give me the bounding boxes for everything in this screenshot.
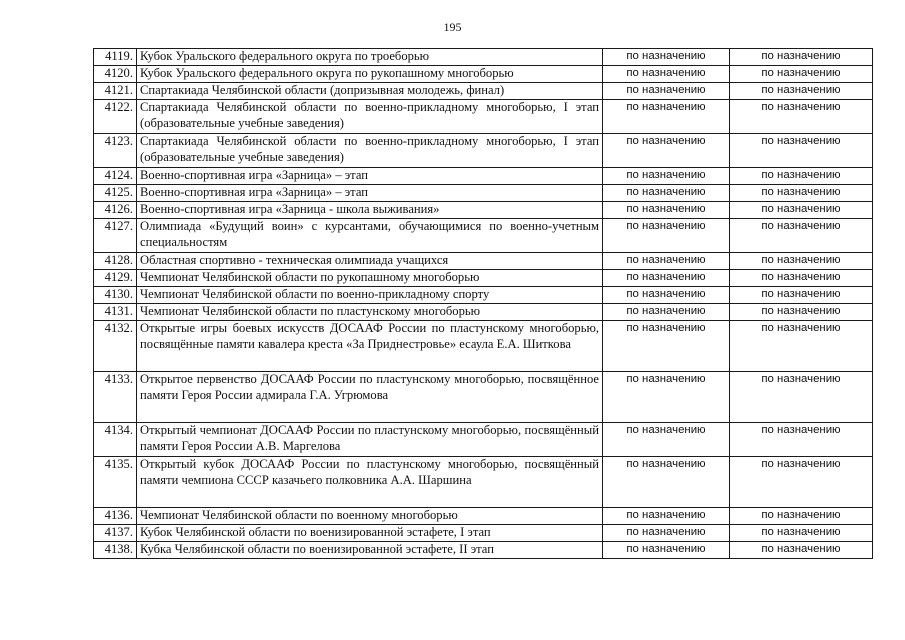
page-number: 195 (443, 20, 462, 34)
event-name-cell: Чемпионат Челябинской области по военному многоборью (137, 508, 603, 525)
assignment-cell: по назначению (730, 49, 873, 66)
table-row (94, 457, 873, 508)
row-number-cell: 4127. (94, 219, 137, 253)
event-name-cell: Военно-спортивная игра «Зарница» – этап (137, 168, 603, 185)
assignment-cell: по назначению (730, 83, 873, 100)
table-row (94, 525, 873, 542)
event-name-cell: Открытое первенство ДОСААФ России по пластунскому многоборью, посвящённое памяти Героя России адмирала Г.А. Угрюмова (137, 372, 603, 423)
assignment-cell: по назначению (730, 219, 873, 253)
assignment-cell: по назначению (603, 304, 730, 321)
assignment-cell: по назначению (603, 321, 730, 372)
event-name-cell: Военно-спортивная игра «Зарница - школа выживания» (137, 202, 603, 219)
row-number-cell: 4130. (94, 287, 137, 304)
assignment-cell: по назначению (730, 508, 873, 525)
table-row (94, 270, 873, 287)
assignment-cell: по назначению (603, 423, 730, 457)
event-name-cell: Военно-спортивная игра «Зарница» – этап (137, 185, 603, 202)
assignment-cell: по назначению (603, 372, 730, 423)
assignment-cell: по назначению (730, 168, 873, 185)
assignment-cell: по назначению (730, 202, 873, 219)
assignment-cell: по назначению (730, 100, 873, 134)
assignment-cell: по назначению (603, 185, 730, 202)
table-row (94, 372, 873, 423)
assignment-cell: по назначению (603, 253, 730, 270)
row-number-cell: 4119. (94, 49, 137, 66)
table-row (94, 508, 873, 525)
assignment-cell: по назначению (730, 253, 873, 270)
assignment-cell: по назначению (730, 287, 873, 304)
assignment-cell: по назначению (603, 100, 730, 134)
table-row (94, 219, 873, 253)
assignment-cell: по назначению (603, 287, 730, 304)
event-name-cell: Областная спортивно - техническая олимпиада учащихся (137, 253, 603, 270)
table-row (94, 134, 873, 168)
table-row (94, 83, 873, 100)
assignment-cell: по назначению (603, 49, 730, 66)
event-name-cell: Кубок Челябинской области по военизированной эстафете, I этап (137, 525, 603, 542)
assignment-cell: по назначению (603, 83, 730, 100)
row-number-cell: 4128. (94, 253, 137, 270)
assignment-cell: по назначению (603, 542, 730, 559)
assignment-cell: по назначению (603, 202, 730, 219)
assignment-cell: по назначению (730, 423, 873, 457)
row-number-cell: 4125. (94, 185, 137, 202)
event-name-cell: Олимпиада «Будущий воин» с курсантами, обучающимися по военно-учетным специальностям (137, 219, 603, 253)
table-row (94, 168, 873, 185)
assignment-cell: по назначению (603, 134, 730, 168)
assignment-cell: по назначению (730, 185, 873, 202)
row-number-cell: 4124. (94, 168, 137, 185)
row-number-cell: 4131. (94, 304, 137, 321)
row-number-cell: 4121. (94, 83, 137, 100)
assignment-cell: по назначению (603, 168, 730, 185)
assignment-cell: по назначению (603, 270, 730, 287)
table-row (94, 321, 873, 372)
row-number-cell: 4132. (94, 321, 137, 372)
row-number-cell: 4122. (94, 100, 137, 134)
event-name-cell: Спартакиада Челябинской области (допризывная молодежь, финал) (137, 83, 603, 100)
event-name-cell: Кубок Уральского федерального округа по троеборью (137, 49, 603, 66)
event-name-cell: Спартакиада Челябинской области по военно-прикладному многоборью, I этап (образовательные учебные заведения) (137, 100, 603, 134)
table-row (94, 185, 873, 202)
event-name-cell: Чемпионат Челябинской области по рукопашному многоборью (137, 270, 603, 287)
row-number-cell: 4135. (94, 457, 137, 508)
assignment-cell: по назначению (730, 372, 873, 423)
row-number-cell: 4138. (94, 542, 137, 559)
table-row (94, 287, 873, 304)
assignment-cell: по назначению (730, 270, 873, 287)
row-number-cell: 4136. (94, 508, 137, 525)
assignment-cell: по назначению (730, 525, 873, 542)
row-number-cell: 4123. (94, 134, 137, 168)
row-number-cell: 4120. (94, 66, 137, 83)
table-row (94, 253, 873, 270)
table-row (94, 202, 873, 219)
table-row (94, 304, 873, 321)
assignment-cell: по назначению (603, 66, 730, 83)
row-number-cell: 4133. (94, 372, 137, 423)
table-row (94, 423, 873, 457)
event-name-cell: Кубок Уральского федерального округа по рукопашному многоборью (137, 66, 603, 83)
table-row (94, 66, 873, 83)
event-name-cell: Кубка Челябинской области по военизированной эстафете, II этап (137, 542, 603, 559)
assignment-cell: по назначению (730, 66, 873, 83)
event-name-cell: Спартакиада Челябинской области по военно-прикладному многоборью, I этап (образовательные учебные заведения) (137, 134, 603, 168)
event-name-cell: Открытый чемпионат ДОСААФ России по пластунскому многоборью, посвящённый памяти Героя России А.В. Маргелова (137, 423, 603, 457)
row-number-cell: 4134. (94, 423, 137, 457)
table-row (94, 542, 873, 559)
table-row (94, 100, 873, 134)
assignment-cell: по назначению (730, 134, 873, 168)
assignment-cell: по назначению (730, 321, 873, 372)
assignment-cell: по назначению (730, 542, 873, 559)
row-number-cell: 4126. (94, 202, 137, 219)
assignment-cell: по назначению (603, 457, 730, 508)
events-table (93, 48, 873, 559)
row-number-cell: 4137. (94, 525, 137, 542)
assignment-cell: по назначению (730, 304, 873, 321)
table-row (94, 49, 873, 66)
assignment-cell: по назначению (603, 219, 730, 253)
assignment-cell: по назначению (603, 508, 730, 525)
event-name-cell: Открытый кубок ДОСААФ России по пластунскому многоборью, посвящённый памяти чемпиона СССР казачьего полковника А.А. Шаршина (137, 457, 603, 508)
event-name-cell: Открытые игры боевых искусств ДОСААФ России по пластунскому многоборью, посвящённые памяти кавалера креста «За Приднестровье» есаула Е.А. Шиткова (137, 321, 603, 372)
event-name-cell: Чемпионат Челябинской области по военно-прикладному спорту (137, 287, 603, 304)
assignment-cell: по назначению (730, 457, 873, 508)
event-name-cell: Чемпионат Челябинской области по пластунскому многоборью (137, 304, 603, 321)
row-number-cell: 4129. (94, 270, 137, 287)
events-table-body (94, 49, 873, 559)
assignment-cell: по назначению (603, 525, 730, 542)
